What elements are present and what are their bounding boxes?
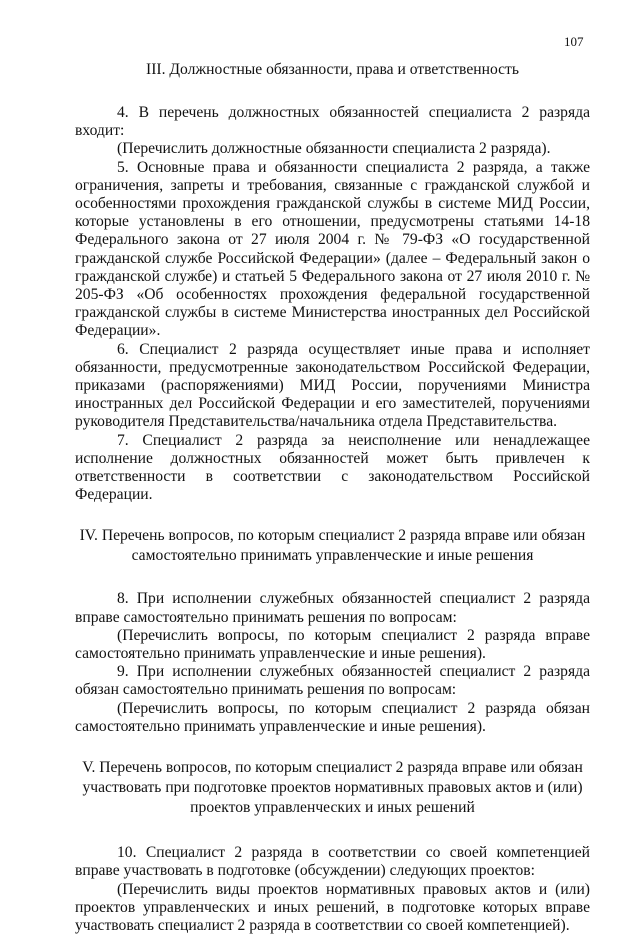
section-4-heading-line-1: IV. Перечень вопросов, по которым специалист 2 разряда вправе или обязан — [75, 526, 590, 546]
document-body — [75, 60, 590, 935]
paragraph-10: 10. Специалист 2 разряда в соответствии со своей компетенцией вправе участвовать в подготовке (обсуждении) следующих проектов: — [75, 844, 590, 880]
paragraph-8: 8. При исполнении служебных обязанностей специалист 2 разряда вправе самостоятельно принимать решения по вопросам: — [75, 590, 590, 626]
paragraph-9: 9. При исполнении служебных обязанностей специалист 2 разряда обязан самостоятельно принимать решения по вопросам: — [75, 663, 590, 699]
section-5-heading-line-1: V. Перечень вопросов, по которым специалист 2 разряда вправе или обязан — [75, 758, 590, 778]
section-4-heading-line-2: самостоятельно принимать управленческие и иные решения — [75, 546, 590, 566]
page-number: 107 — [564, 34, 584, 50]
paragraph-4-note: (Перечислить должностные обязанности специалиста 2 разряда). — [75, 140, 590, 158]
paragraph-9-note: (Перечислить вопросы, по которым специалист 2 разряда обязан самостоятельно принимать управленческие и иные решения). — [75, 700, 590, 736]
paragraph-10-note: (Перечислить виды проектов нормативных правовых актов и (или) проектов управленческих и иных решений, в подготовке которых вправе участвовать специалист 2 разряда в соответствии со своей компетенцией). — [75, 881, 590, 935]
paragraph-6: 6. Специалист 2 разряда осуществляет иные права и исполняет обязанности, предусмотренные законодательством Российской Федерации, приказами (распоряжениями) МИД России, поручениями Министра иностранных дел Российской Федерации и его заместителей, поручениями руководителя Представительства/начальника отдела Представительства. — [75, 341, 590, 432]
section-3-heading: III. Должностные обязанности, права и ответственность — [75, 60, 590, 80]
paragraph-5: 5. Основные права и обязанности специалиста 2 разряда, а также ограничения, запреты и требования, связанные с гражданской службой и особенностями прохождения гражданской службы в системе МИД России, которые установлены в его отношении, предусмотрены статьями 14-18 Федерального закона от 27 июля 2004 г. № 79-ФЗ «О государственной гражданской службе Российской Федерации» (далее – Федеральный закон о гражданской службе) и статьей 5 Федерального закона от 27 июля 2010 г. № 205-ФЗ «Об особенностях прохождения федеральной государственной гражданской службы в системе Министерства иностранных дел Российской Федерации». — [75, 159, 590, 341]
paragraph-8-note: (Перечислить вопросы, по которым специалист 2 разряда вправе самостоятельно принимать управленческие и иные решения). — [75, 627, 590, 663]
section-5-heading-line-2: участвовать при подготовке проектов нормативных правовых актов и (или) — [75, 778, 590, 798]
section-5-heading-line-3: проектов управленческих и иных решений — [75, 798, 590, 818]
paragraph-4: 4. В перечень должностных обязанностей специалиста 2 разряда входит: — [75, 104, 590, 140]
paragraph-7: 7. Специалист 2 разряда за неисполнение или ненадлежащее исполнение должностных обязанностей может быть привлечен к ответственности в соответствии с законодательством Российской Федерации. — [75, 432, 590, 505]
